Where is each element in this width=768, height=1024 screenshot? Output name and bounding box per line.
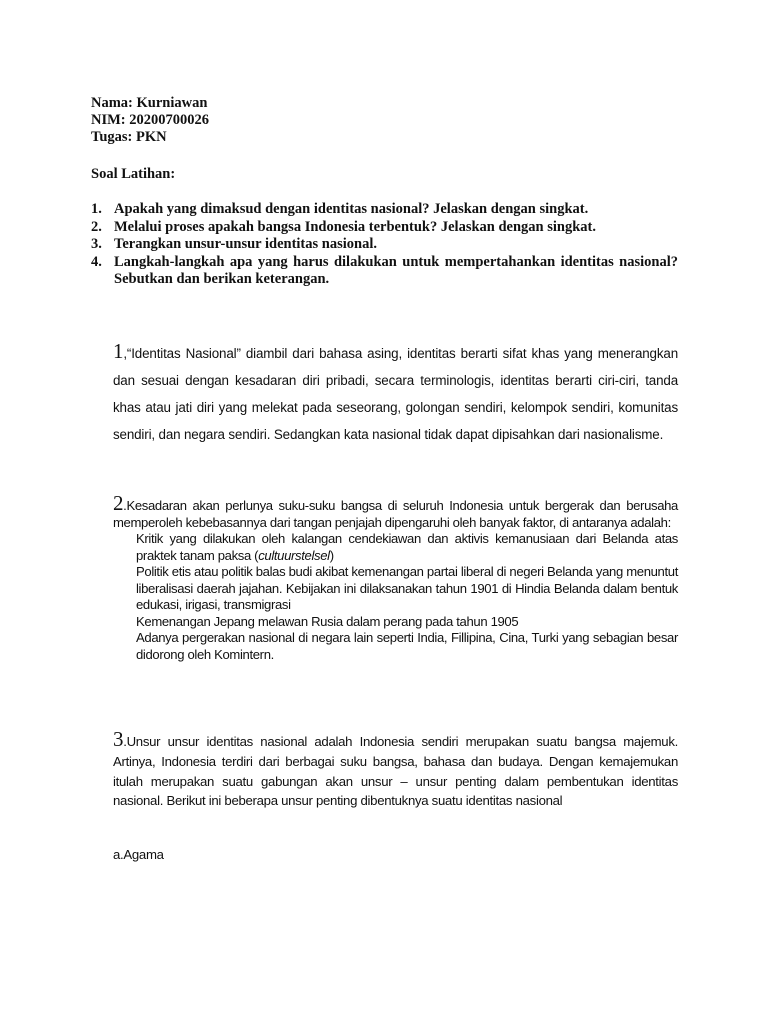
answer-number: 1 <box>113 339 124 363</box>
student-name: Nama: Kurniawan <box>91 95 208 111</box>
factor-term-italic: cultuurstelsel <box>258 547 330 563</box>
answer-text: .Unsur unsur identitas nasional adalah Indonesia sendiri merupakan suatu bangsa majemuk. Artinya, Indonesia terdiri dari berbagai suku bangsa, bahasa dan budaya. Dengan kemajemukan itulah merupakan suatu gabungan akan unsur – unsur penting dalam pembentukan identitas nasional. Berikut ini beberapa unsur penting dibentuknya suatu identitas nasional <box>113 734 678 809</box>
list-item: Kemenangan Jepang melawan Rusia dalam perang pada tahun 1905 <box>136 613 519 629</box>
student-nim: NIM: 20200700026 <box>91 112 210 128</box>
question-number: 1. <box>91 201 102 217</box>
factor-list <box>113 531 678 663</box>
factor-text: Kritik yang dilakukan oleh kalangan cendekiawan dan aktivis kemanusiaan dari Belanda atas praktek tanam paksa ( <box>136 531 678 563</box>
question-number: 3. <box>91 236 102 253</box>
list-item <box>136 531 678 564</box>
question-number: 4. <box>91 253 102 270</box>
answer-1 <box>113 340 678 448</box>
answer-3 <box>113 729 678 811</box>
student-header <box>91 95 681 146</box>
question-text: Melalui proses apakah bangsa Indonesia terbentuk? Jelaskan dengan singkat. <box>114 218 596 235</box>
question-text: Langkah-langkah apa yang harus dilakukan untuk mempertahankan identitas nasional? Sebutkan dan berikan keterangan. <box>114 253 678 288</box>
answer-number: 2 <box>113 491 124 515</box>
list-item: Politik etis atau politik balas budi akibat kemenangan partai liberal di negeri Belanda yang menuntut liberalisasi daerah jajahan. Kebijakan ini dilaksanakan tahun 1901 di Hindia Belanda dalam bentuk edukasi, irigasi, transmigrasi <box>136 564 678 612</box>
answer-intro <box>113 493 678 531</box>
question-text: Apakah yang dimaksud dengan identitas nasional? Jelaskan dengan singkat. <box>114 201 589 217</box>
answer-text: ,“Identitas Nasional” diambil dari bahasa asing, identitas berarti sifat khas yang menerangkan dan sesuai dengan kesadaran diri pribadi, secara terminologis, identitas berarti ciri-ciri, tanda khas atau jati diri yang melekat pada seseorang, golongan sendiri, kelompok sendiri, komunitas sendiri, dan negara sendiri. Sedangkan kata nasional tidak dapat dipisahkan dari nasionalisme. <box>113 346 678 442</box>
question-text: Terangkan unsur-unsur identitas nasional. <box>114 236 377 253</box>
answer-text: .Kesadaran akan perlunya suku-suku bangsa di seluruh Indonesia untuk bergerak dan berusaha memperoleh kebebasannya dari tangan penjajah dipengaruhi oleh banyak faktor, di antaranya adalah: <box>113 498 678 530</box>
answer-2 <box>113 493 678 663</box>
question-item <box>91 219 678 237</box>
list-item: Adanya pergerakan nasional di negara lain seperti India, Fillipina, Cina, Turki yang sebagian besar didorong oleh Komintern. <box>136 630 678 662</box>
sub-point-agama: a.Agama <box>113 847 164 862</box>
exercise-title: Soal Latihan: <box>91 166 176 182</box>
question-number: 2. <box>91 218 102 235</box>
assignment-subject: Tugas: PKN <box>91 129 167 145</box>
question-item <box>91 254 678 289</box>
factor-text-end: ) <box>329 547 334 563</box>
answer-number: 3 <box>113 727 124 751</box>
question-list <box>91 201 678 289</box>
question-item <box>91 236 678 254</box>
question-item <box>91 201 678 219</box>
